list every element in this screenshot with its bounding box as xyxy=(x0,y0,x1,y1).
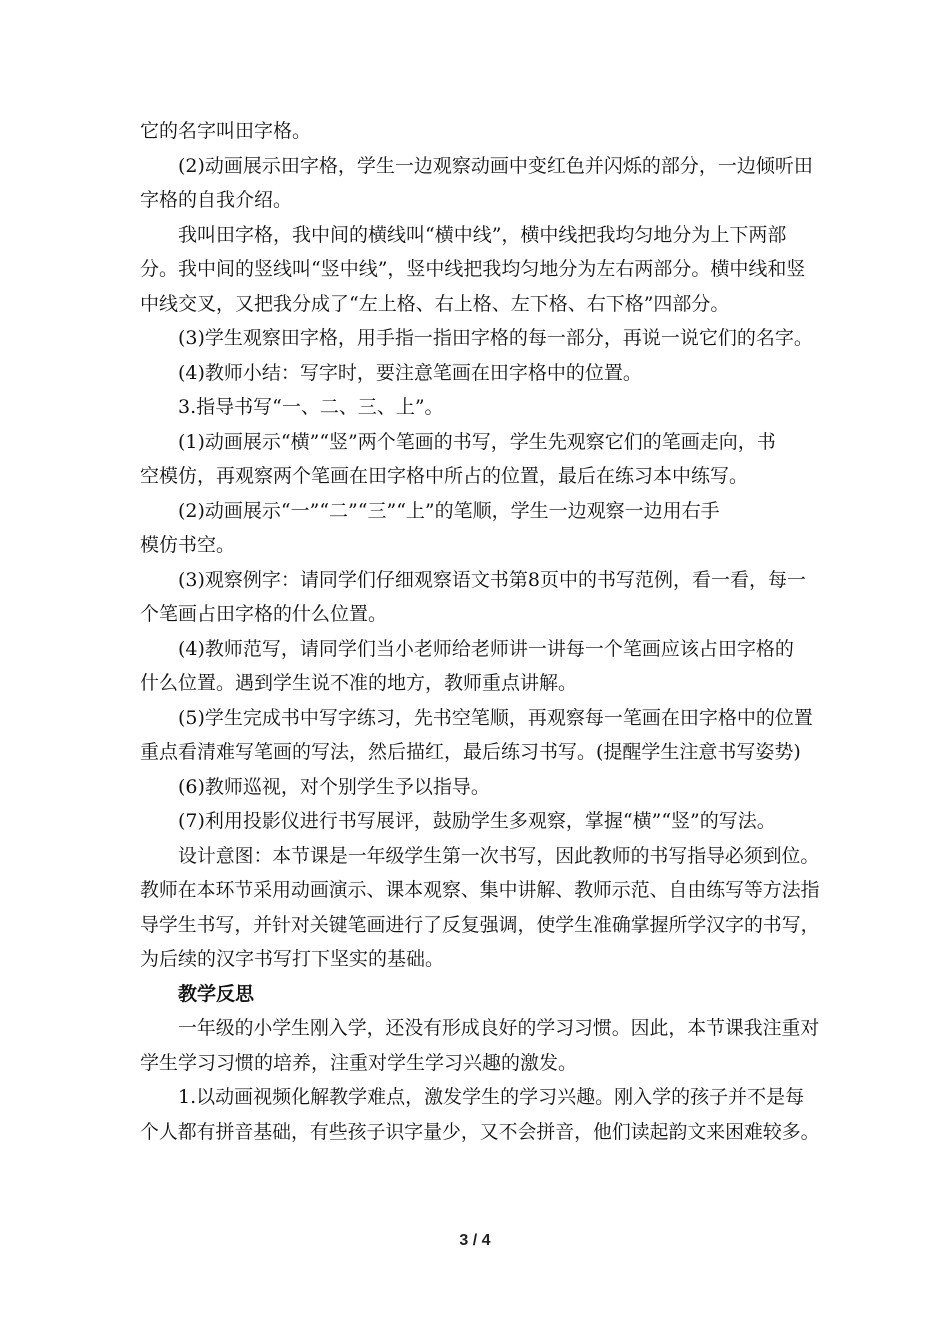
text-line: 为后续的汉字书写打下坚实的基础。 xyxy=(140,948,445,970)
text-line: 3.指导书写“一、二、三、上”。 xyxy=(178,396,444,418)
text-line: 教师在本环节采用动画演示、课本观察、集中讲解、教师示范、自由练写等方法指 xyxy=(140,879,820,901)
text-line: 个笔画占田字格的什么位置。 xyxy=(140,603,388,625)
text-line: (1)动画展示“横”“竖”两个笔画的书写，学生先观察它们的笔画走向，书 xyxy=(178,430,776,453)
text-line: 一年级的小学生刚入学，还没有形成良好的学习习惯。因此，本节课我注重对 xyxy=(178,1017,820,1039)
text-line: 导学生书写，并针对关键笔画进行了反复强调，使学生准确掌握所学汉字的书写， xyxy=(140,913,820,936)
text-line: 分。我中间的竖线叫“竖中线”，竖中线把我均匀地分为左右两部分。横中线和竖 xyxy=(140,258,806,280)
text-line: 重点看清难写笔画的写法，然后描红，最后练习书写。(提醒学生注意书写姿势) xyxy=(140,741,801,763)
text-line: 模仿书空。 xyxy=(140,534,236,556)
text-line: (3)观察例字：请同学们仔细观察语文书第8页中的书写范例，看一看，每一 xyxy=(178,568,807,591)
text-line: 1.以动画视频化解教学难点，激发学生的学习兴趣。刚入学的孩子并不是每 xyxy=(178,1086,805,1108)
text-line: (2)动画展示“一”“二”“三”“上”的笔顺，学生一边观察一边用右手 xyxy=(178,499,720,522)
text-line: (4)教师范写，请同学们当小老师给老师讲一讲每一个笔画应该占田字格的 xyxy=(178,637,794,660)
text-line: (3)学生观察田字格，用手指一指田字格的每一部分，再说一说它们的名字。 xyxy=(178,327,813,349)
text-line: 设计意图：本节课是一年级学生第一次书写，因此教师的书写指导必须到位。 xyxy=(178,844,820,867)
text-line: (5)学生完成书中写字练习，先书空笔顺，再观察每一笔画在田字格中的位置 xyxy=(178,706,813,729)
text-line: (7)利用投影仪进行书写展评，鼓励学生多观察，掌握“横”“竖”的写法。 xyxy=(178,810,776,832)
text-line: (4)教师小结：写字时，要注意笔画在田字格中的位置。 xyxy=(178,361,642,384)
text-line: 字格的自我介绍。 xyxy=(140,189,293,211)
section-heading: 教学反思 xyxy=(178,982,255,1005)
text-line: (2)动画展示田字格，学生一边观察动画中变红色并闪烁的部分，一边倾听田 xyxy=(178,154,813,177)
text-line: 什么位置。遇到学生说不准的地方，教师重点讲解。 xyxy=(140,672,578,694)
page-number: 3 / 4 xyxy=(459,1232,491,1249)
text-line: 空模仿，再观察两个笔画在田字格中所占的位置，最后在练习本中练写。 xyxy=(140,465,749,487)
text-line: (6)教师巡视，对个别学生予以指导。 xyxy=(178,775,490,798)
body-text xyxy=(140,114,820,1149)
text-line: 学生学习习惯的培养，注重对学生学习兴趣的激发。 xyxy=(140,1051,578,1074)
text-line: 它的名字叫田字格。 xyxy=(140,120,312,142)
text-line: 我叫田字格，我中间的横线叫“横中线”，横中线把我均匀地分为上下两部 xyxy=(178,223,787,246)
text-line: 个人都有拼音基础，有些孩子识字量少，又不会拼音，他们读起韵文来困难较多。 xyxy=(140,1120,820,1143)
text-line: 中线交叉，又把我分成了“左上格、右上格、左下格、右下格”四部分。 xyxy=(140,292,730,315)
